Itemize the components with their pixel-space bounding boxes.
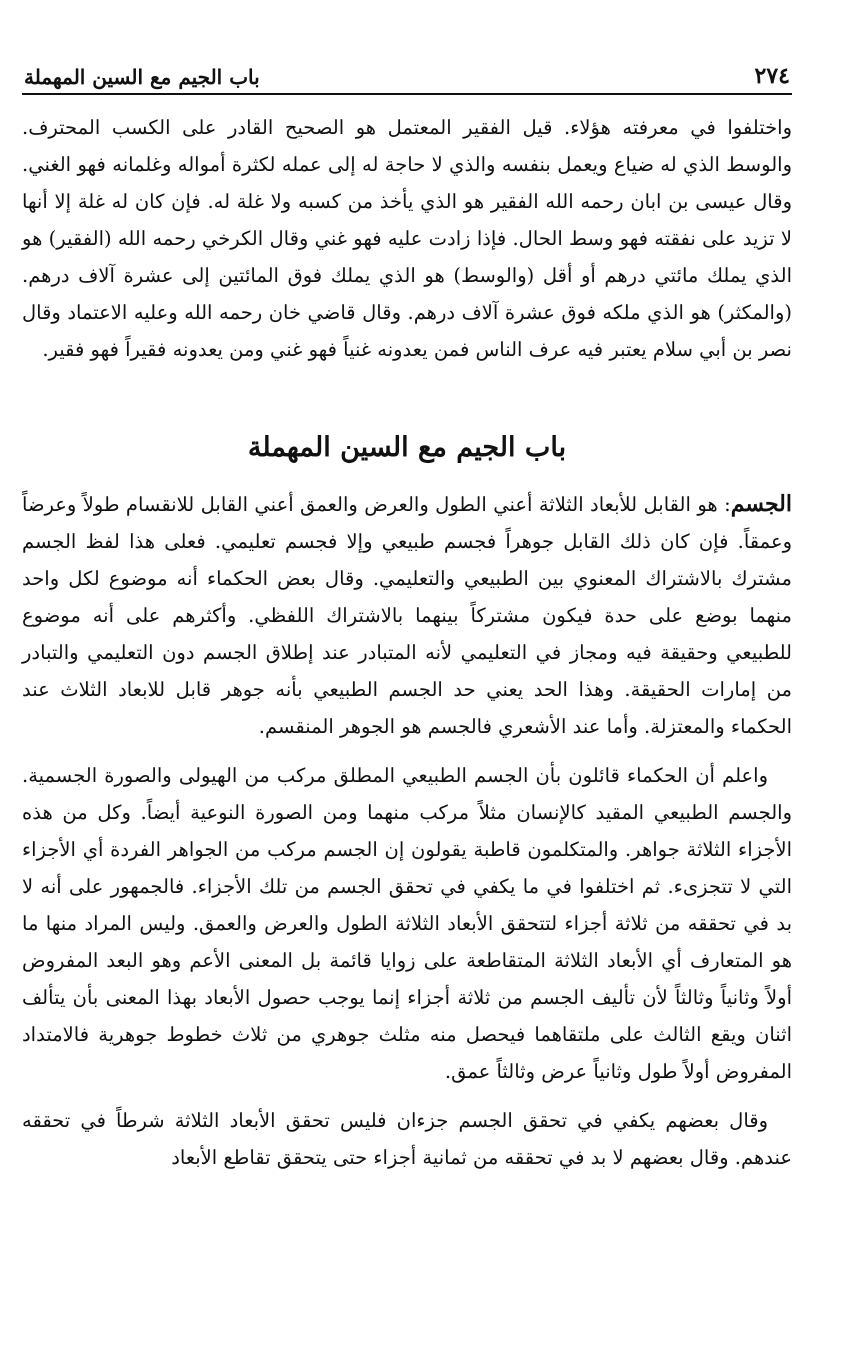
body-paragraph: واعلم أن الحكماء قائلون بأن الجسم الطبيعي المطلق مركب من الهيولى والصورة الجسمية. والجسم الطبيعي المقيد كالإنسان مثلاً مركب منهما ومن الصورة النوعية أيضاً. وكل من هذه الأجزاء الثلاثة جواهر. والمتكلمون قاطبة يقولون إن الجسم مركب من الجواهر الفردة أي الأجزاء التي لا تتجزىء. ثم اختلفوا في ما يكفي في تحقق الجسم من تلك الأجزاء. فالجمهور على أنه لا بد في تحققه من ثلاثة أجزاء لتتحقق الأبعاد الثلاثة الطول والعرض والعمق. وليس المراد منها ما هو المتعارف أي الأبعاد الثلاثة المتقاطعة على زوايا قائمة بل المعنى الأعم وهو البعد المفروض أولاً وثانياً وثالثاً لأن تأليف الجسم من ثلاثة أجزاء إنما يوجب حصول الأبعاد بهذا المعنى بأن يتألف اثنان ويقع الثالث على ملتقاهما فيحصل منه مثلث جوهري من ثلاث خطوط جوهرية فالامتداد المفروض أولاً طول وثانياً عرض وثالثاً عمق. [22, 764, 792, 1083]
page-number: ٢٧٤ [754, 63, 790, 89]
book-page [22, 55, 792, 1188]
entry-definition: : هو القابل للأبعاد الثلاثة أعني الطول والعرض والعمق أعني القابل للانقسام طولاً وعرضاً وعمقاً. فإن كان ذلك القابل جوهراً فجسم طبيعي وإلا فجسم تعليمي. فعلى هذا لفظ الجسم مشترك بالاشتراك المعنوي بين الطبيعي والتعليمي. وقال بعض الحكماء أنه موضوع لكل واحد منهما بوضع على حدة فيكون مشتركاً بينهما بالاشتراك اللفظي. وأكثرهم على أنه موضوع للطبيعي وحقيقة فيه ومجاز في التعليمي لأنه المتبادر عند إطلاق الجسم دون التعليمي والتبادر من إمارات الحقيقة. وهذا الحد يعني حد الجسم الطبيعي بأنه جوهر قابل للابعاد الثلاث عند الحكماء والمعتزلة. وأما عند الأشعري فالجسم هو الجوهر المنقسم. [22, 493, 792, 738]
entry-paragraph [22, 486, 792, 745]
running-title: باب الجيم مع السين المهملة [24, 65, 260, 89]
continuation-paragraph: واختلفوا في معرفته هؤلاء. قيل الفقير المعتمل هو الصحيح القادر على الكسب المحترف. والوسط الذي له ضياع ويعمل بنفسه والذي لا حاجة له إلى عمله لكثرة أمواله وغلمانه فهو الغني. وقال عيسى بن ابان رحمه الله الفقير هو الذي يأخذ من كسبه ولا غلة له. فإن كان له غلة إلا أنها لا تزيد على نفقته فهو وسط الحال. فإذا زادت عليه فهو غني وقال الكرخي رحمه الله (الفقير) هو الذي يملك مائتي درهم أو أقل (والوسط) هو الذي يملك فوق المائتين إلى عشرة آلاف درهم. (والمكثر) هو الذي ملكه فوق عشرة آلاف درهم. وقال قاضي خان رحمه الله وعليه الاعتماد وقال نصر بن أبي سلام يعتبر فيه عرف الناس فمن يعدونه غنياً فهو غني ومن يعدونه فقيراً فهو فقير. [22, 116, 792, 361]
section-heading: باب الجيم مع السين المهملة [247, 432, 567, 463]
body-paragraph: وقال بعضهم يكفي في تحقق الجسم جزءان فليس تحقق الأبعاد الثلاثة شرطاً في تحققه عندهم. وقال بعضهم لا بد في تحققه من ثمانية أجزاء حتى يتحقق تقاطع الأبعاد [22, 1109, 792, 1169]
entry-term: الجسم [730, 491, 792, 517]
running-header [22, 55, 792, 95]
